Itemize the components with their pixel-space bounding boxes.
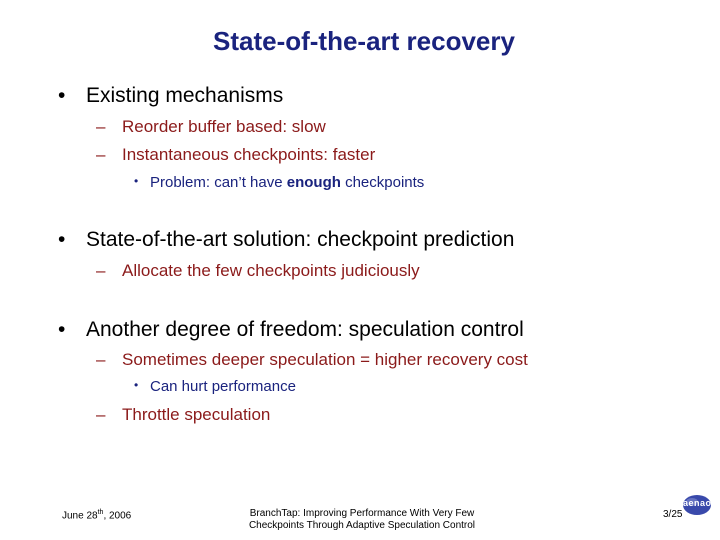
bullet-instantaneous-checkpoints bbox=[96, 145, 375, 165]
footer-date-suffix: , 2006 bbox=[103, 510, 132, 522]
bullet-marker: • bbox=[58, 318, 66, 341]
bullet-marker: • bbox=[58, 84, 66, 107]
bullet-text: Can hurt performance bbox=[150, 378, 296, 395]
bullet-marker: • bbox=[134, 174, 139, 188]
slide-title: State-of-the-art recovery bbox=[213, 26, 515, 56]
bullet-marker: – bbox=[96, 350, 106, 369]
bullet-speculation-control bbox=[58, 318, 524, 342]
bullet-checkpoint-prediction bbox=[58, 228, 514, 252]
bullet-marker: – bbox=[96, 405, 106, 424]
bullet-marker: • bbox=[58, 228, 66, 251]
bullet-reorder-buffer bbox=[96, 117, 326, 137]
bullet-deeper-speculation bbox=[96, 350, 528, 370]
bullet-marker: – bbox=[96, 261, 106, 280]
bullet-text: Reorder buffer based: slow bbox=[122, 117, 326, 136]
bullet-text-end: checkpoints bbox=[340, 174, 425, 191]
aenao-logo-text: aenao bbox=[683, 498, 712, 508]
footer-paper-title bbox=[214, 508, 510, 532]
bullet-text: Throttle speculation bbox=[122, 405, 271, 424]
bullet-marker: – bbox=[96, 117, 106, 136]
footer-date bbox=[62, 509, 131, 521]
bullet-text: Sometimes deeper speculation = higher recovery cost bbox=[122, 350, 528, 369]
footer-date-sup: th bbox=[97, 509, 104, 516]
bullet-existing-mechanisms bbox=[58, 84, 283, 108]
bullet-text-start: Problem: can’t have bbox=[150, 174, 287, 191]
bullet-throttle-speculation bbox=[96, 405, 270, 425]
bullet-text: State-of-the-art solution: checkpoint prediction bbox=[86, 228, 515, 251]
bullet-allocate-checkpoints bbox=[96, 261, 420, 281]
footer-page-number: 3/25 bbox=[663, 509, 683, 520]
bullet-text: Instantaneous checkpoints: faster bbox=[122, 145, 376, 164]
bullet-text: Another degree of freedom: speculation control bbox=[86, 318, 524, 341]
bullet-text-emphasis: enough bbox=[286, 174, 341, 191]
footer-paper-line1: BranchTap: Improving Performance With Very Few bbox=[249, 508, 475, 519]
bullet-marker: • bbox=[134, 378, 139, 392]
bullet-hurt-performance bbox=[134, 378, 296, 395]
footer-date-prefix: June 28 bbox=[62, 510, 98, 522]
bullet-text: Allocate the few checkpoints judiciously bbox=[122, 261, 420, 280]
bullet-text: Existing mechanisms bbox=[86, 84, 284, 107]
bullet-marker: – bbox=[96, 145, 106, 164]
footer-paper-line2: Checkpoints Through Adaptive Speculation Control bbox=[248, 520, 476, 531]
bullet-problem bbox=[134, 174, 424, 191]
